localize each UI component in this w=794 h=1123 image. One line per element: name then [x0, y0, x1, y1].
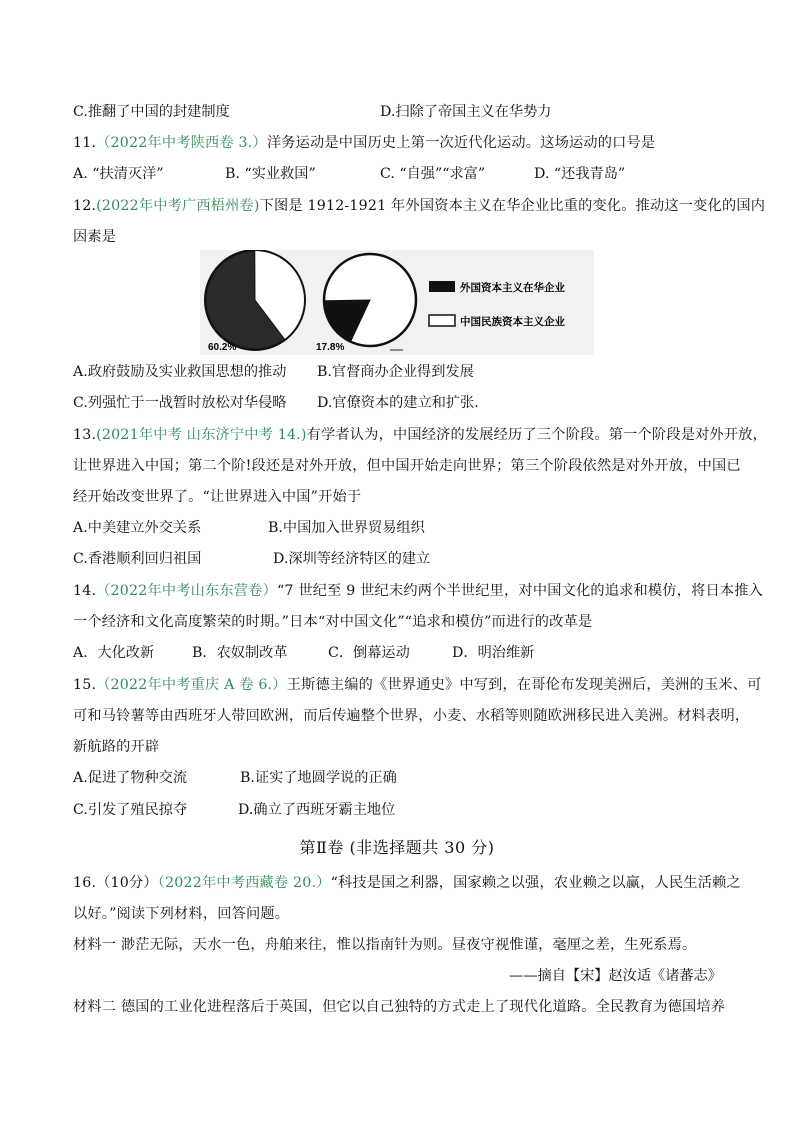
material-2: 材料二 德国的工业化进程落后于英国，但它以自己独特的方式走上了现代化道路。全民教育为德国培养	[73, 999, 726, 1015]
q15-option-d: D.确立了西班牙霸主地位	[238, 802, 396, 818]
pie-chart-figure	[200, 250, 594, 355]
question-number: 16.（10分）	[73, 875, 158, 891]
legend-label-foreign: 外国资本主义在华企业	[460, 282, 565, 294]
question-15-line-2: 可和马铃薯等由西班牙人带回欧洲，而后传遍整个世界，小麦、水稻等则随欧洲移民进入美洲。材料表明，	[73, 708, 750, 724]
legend-swatch-foreign	[429, 281, 455, 292]
question-15	[73, 675, 762, 695]
q13-option-b: B.中国加入世界贸易组织	[268, 520, 425, 536]
question-number: 11.	[73, 135, 97, 151]
pie2-label: 17.8%	[316, 342, 345, 353]
question-number: 14.	[73, 583, 97, 599]
question-number: 12.	[73, 198, 97, 214]
question-11	[73, 133, 655, 153]
question-source: (2021年中考 山东济宁中考 14.)	[96, 427, 307, 443]
q14-option-a: A．大化改新	[73, 645, 155, 661]
question-text: 王斯德主编的《世界通史》中写到，在哥伦布发现美洲后，美洲的玉米、可	[286, 677, 762, 693]
q12-option-a: A.政府鼓励及实业救国思想的推动	[73, 364, 287, 380]
q11-option-b: B. “实业救国”	[225, 166, 316, 182]
question-source: （2022年中考陕西卷 3.）	[96, 135, 267, 151]
question-source: (2022年中考广西梧州卷)	[96, 198, 260, 214]
question-text: 下图是 1912-1921 年外国资本主义在华企业比重的变化。推动这一变化的国内	[259, 198, 766, 214]
question-12	[73, 196, 765, 216]
question-13	[73, 425, 767, 445]
material-1: 材料一 渺茫无际，天水一色，舟舶来往，惟以指南针为则。昼夜守视惟谨，毫厘之差，生死系焉。	[73, 937, 697, 953]
legend-label-national: 中国民族资本主义企业	[460, 316, 565, 328]
question-text: “科技是国之利器，国家赖之以强，农业赖之以赢，人民生活赖之	[330, 875, 741, 891]
question-14-line-2: 一个经济和文化高度繁荣的时期。”日本“对中国文化”“追求和模仿”而进行的改革是	[73, 614, 593, 630]
q11-option-c: C. “自强”“求富”	[380, 166, 486, 182]
q13-option-c: C.香港顺利回归祖国	[73, 551, 202, 567]
question-text: 有学者认为，中国经济的发展经历了三个阶段。第一个阶段是对外开放，	[306, 427, 768, 443]
question-16	[73, 873, 741, 893]
section-heading: 第Ⅱ卷 (非选择题共 30 分)	[299, 838, 495, 857]
question-source: （2022年中考山东东营卷）	[96, 583, 277, 599]
question-16-line-2: 以好。”阅读下列材料，回答问题。	[73, 906, 290, 922]
pie1-label: 60.2%	[208, 342, 237, 353]
material-1-source: ——摘自【宋】赵汝适《诸蕃志》	[509, 968, 722, 984]
question-text: 洋务运动是中国历史上第一次近代化运动。这场运动的口号是	[266, 135, 656, 151]
q11-option-d: D. “还我青岛”	[534, 166, 626, 182]
question-15-line-3: 新航路的开辟	[73, 739, 160, 755]
question-source: （2022年中考重庆 A 卷 6.）	[96, 677, 287, 693]
q15-option-b: B.证实了地圆学说的正确	[240, 770, 397, 786]
question-14	[73, 581, 763, 601]
question-text: “7 世纪至 9 世纪末约两个半世纪里，对中国文化的追求和模仿，将日本推入	[276, 583, 764, 599]
q10-option-d: D.扫除了帝国主义在华势力	[380, 104, 552, 120]
legend-swatch-national	[429, 315, 455, 326]
q12-option-c: C.列强忙于一战暂时放松对华侵略	[73, 395, 287, 411]
q14-option-c: C．倒幕运动	[328, 645, 410, 661]
q15-option-a: A.促进了物种交流	[73, 770, 188, 786]
question-13-line-2: 让世界进入中国；第二个阶!段还是对外开放，但中国开始走向世界；第三个阶段依然是对外开放，中国已	[73, 458, 741, 474]
q14-option-d: D．明治维新	[452, 645, 535, 661]
q13-option-d: D.深圳等经济特区的建立	[273, 551, 431, 567]
question-number: 15.	[73, 677, 97, 693]
q13-option-a: A.中美建立外交关系	[73, 520, 202, 536]
q14-option-b: B．农奴制改革	[192, 645, 288, 661]
question-12-line-2: 因素是	[73, 229, 117, 245]
question-number: 13.	[73, 427, 97, 443]
question-source: （2022年中考西藏卷 20.）	[157, 875, 331, 891]
q10-option-c: C.推翻了中国的封建制度	[73, 104, 230, 120]
q12-option-d: D.官僚资本的建立和扩张.	[317, 395, 479, 411]
pie-chart-svg	[200, 250, 594, 355]
q11-option-a: A. “扶清灭洋”	[73, 166, 164, 182]
q15-option-c: C.引发了殖民掠夺	[73, 802, 188, 818]
question-13-line-3: 经开始改变世界了。“让世界进入中国”开始于	[73, 489, 362, 505]
q12-option-b: B.官督商办企业得到发展	[317, 364, 474, 380]
